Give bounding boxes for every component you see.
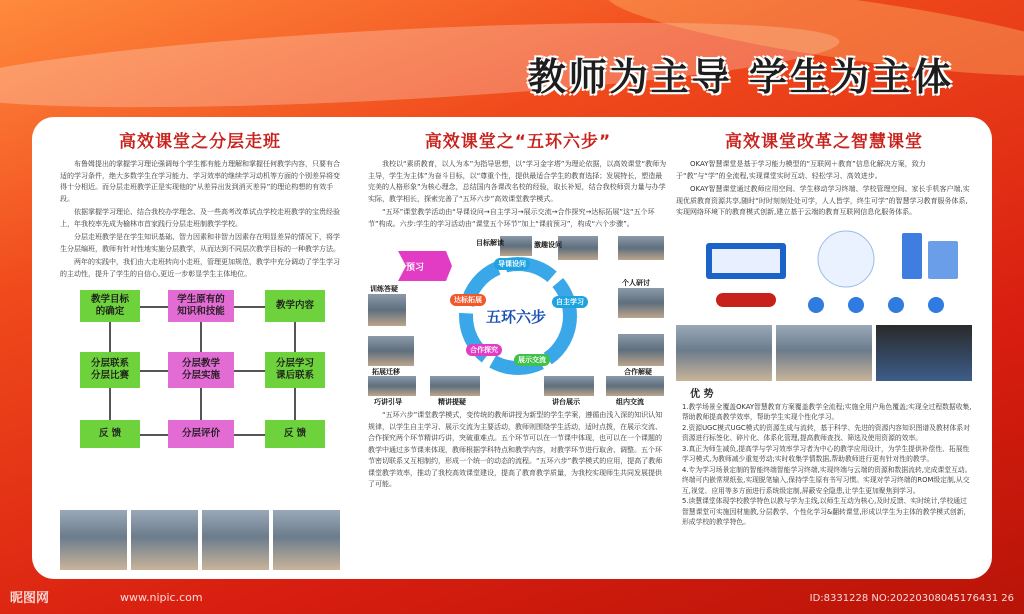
activity-tag: 讲台展示 xyxy=(552,398,580,406)
class-photo xyxy=(131,510,198,570)
flow-arrow xyxy=(140,434,168,436)
class-photo xyxy=(202,510,269,570)
activity-tag: 目标解读 xyxy=(476,239,504,247)
class-photo xyxy=(676,325,772,381)
activity-photo xyxy=(368,294,406,326)
flow-arrow xyxy=(109,322,111,352)
photo-strip xyxy=(676,325,972,381)
advantage-item: 2.资源UGC模式UGC模式的资源生成与流转，基于科学、先进的资源内容知识图谱及教材体系对资源进行标签化、碎片化、体系化管理,提高教师查找、筛选及使用资源的效率。 xyxy=(682,423,970,442)
advantage-item: 5.读慧课堂体现学校教学特色以教与学为主线,以师生互动为核心,及时反馈、实时统计,学校通过智慧课堂可实施因材施教,分层教学、个性化学习&翻转课堂,形成以学生为主体的教学模式创新，形成学校的教学特色。 xyxy=(682,497,971,526)
advantage-item: 1.教学场景全覆盖OKAY智慧教育方案覆盖教学全流程;实施全用户角色覆盖;实现全过程数据收集,帮助教师提高教学效率，帮助学生实现个性化学习。 xyxy=(682,402,972,421)
activity-photo xyxy=(618,236,664,260)
flow-arrow xyxy=(234,434,265,436)
activity-tag: 精讲提疑 xyxy=(438,398,466,406)
activity-tag: 组内交流 xyxy=(616,398,644,406)
flow-diagram xyxy=(60,290,340,480)
activity-tag: 合作解疑 xyxy=(624,368,652,376)
flow-box-goal: 教学目标 的确定 xyxy=(80,290,140,322)
activity-photo xyxy=(618,334,664,366)
flow-arrow xyxy=(200,388,202,420)
paragraph: “五环”课堂教学活动由“导课设问→自主学习→展示交流→合作探究→达标拓展”这“五个环节”构成。六步:学生的学习活动由“课堂五个环节”加上“课前预习”，构成“六个步骤”。 xyxy=(368,208,655,228)
activity-photo xyxy=(544,376,594,396)
column-layered-class xyxy=(60,127,340,572)
advantages-title: 优 势 xyxy=(690,388,714,400)
activity-photo xyxy=(618,288,664,318)
content-board xyxy=(32,117,992,579)
flow-box-contact: 分层联系 分层比赛 xyxy=(80,352,140,388)
flow-box-content: 教学内容 xyxy=(265,290,325,322)
ring-step-label: 导课设问 xyxy=(494,258,530,270)
activity-tag: 训练答疑 xyxy=(370,285,398,293)
page-title: 教师为主导 学生为主体 xyxy=(527,55,954,99)
flow-box-ability: 学生原有的 知识和技能 xyxy=(168,290,234,322)
paragraph: 布鲁姆提出的掌握学习理论强调每个学生都有能力理解和掌握任何教学内容，只要有合适的学习条件，绝大多数学生在学习能力、学习效率的继续学习动机等方面的个别差异将变得十分相近。而分层走班教学正是实现他的“从差异出发到消灭差异”的理论构想的有效手段。 xyxy=(60,160,340,203)
flow-box-evaluate: 分层评价 xyxy=(168,420,234,448)
flow-arrow xyxy=(294,322,296,352)
paragraph: “五环六步”课堂教学模式，变传统的教师讲授为新型的学生学案，遵循由浅入深的知识认知规律，以学生自主学习、展示交流为主要活动，教师则围绕学生活动，适时点拨，在展示交流、合作探究两个环节精讲巧讲，突破重难点。五个环节可以在一节课中体现，也可以在一个课题的教学中通过多节课来体现，教师根据学科特点和教学内容，对教学环节进行取舍、调整。五个环节密切联系又互相制约，形成一个统一的动态的流程。“五环六步”教学模式的应用，提高了教师课堂教学效率，推动了我校高效课堂建设，提高了教育教学质量，为我校实现师生共同发展提供了可能。 xyxy=(368,411,663,488)
flow-box-feedback-right: 反 馈 xyxy=(265,420,325,448)
watermark-url: www.nipic.com xyxy=(120,591,203,604)
flow-arrow xyxy=(109,388,111,420)
paragraph: OKAY智慧课堂通过教师应用空间、学生移动学习终端、学校管理空间、家长手机客户端,实现优质教育资源共享,随时“时时刻刻处处可学，人人皆学，终生可学”的智慧学习教育服务体系,实现网络环境下的教育模式创新,建立基于云端的教育互联网信息化服务体系。 xyxy=(676,185,970,216)
laptop-image xyxy=(876,325,972,381)
flow-arrow xyxy=(140,370,168,372)
ring-step-label: 展示交流 xyxy=(514,354,550,366)
ring-center-label: 五环六步 xyxy=(486,308,547,326)
watermark-id: ID:8331228 NO:20220308045176431 26 xyxy=(809,593,1014,604)
paragraph: OKAY智慧课堂是基于学习能力模型的“互联网＋教育”信息化解决方案，致力于“教”与“学”的全流程,实现课堂实时互动、轻松学习、高效进步。 xyxy=(676,160,926,180)
activity-photo xyxy=(606,376,664,396)
column-title: 高效课堂之“五环六步” xyxy=(424,132,612,152)
ring-step-label: 达标拓展 xyxy=(450,294,486,306)
flow-arrow xyxy=(140,306,168,308)
smart-class-diagram xyxy=(676,223,972,323)
activity-photo xyxy=(558,236,598,260)
flow-arrow xyxy=(294,388,296,420)
flow-box-teach: 分层教学 分层实施 xyxy=(168,352,234,388)
activity-photo xyxy=(368,336,414,366)
activity-tag: 个人研讨 xyxy=(622,279,650,287)
advantage-item: 3.真正为师生减负,提高学与学习效率学习者为中心的教学应用设计，为学生提供补偿性、拓展性学习模式,为教师减少重复劳动;实时收集学情数据,帮助教师进行更有针对性的教学。 xyxy=(682,444,970,463)
activity-photo xyxy=(430,376,480,396)
paragraph: 分层走班教学是在学生知识基础、智力因素和非智力因素存在明显差异的情况下，将学生分层编班，教师有针对性地实施分层教学，从而达到不同层次教学目标的一种教学方法。 xyxy=(60,233,340,253)
activity-tag: 激趣设问 xyxy=(534,241,562,249)
class-photo xyxy=(776,325,872,381)
column-title: 高效课堂改革之智慧课堂 xyxy=(725,132,923,152)
preview-label: 预习 xyxy=(406,263,425,273)
column-title: 高效课堂之分层走班 xyxy=(119,132,281,152)
advantage-item: 4.专为学习场景定制的智能终端智能学习终端,实现终端与云端的资源和数据流转,完成课堂互动。终端可内嵌常规纸张,实现脱笔输入,保持学生原有书写习惯。实现对学习终端的ROM级定制,从交互,视觉、应用等多方面进行系统级定制,屏蔽安全隐患,让学生更加聚焦到学习。 xyxy=(682,465,972,495)
column-smart-class xyxy=(676,127,972,572)
class-photo xyxy=(273,510,340,570)
watermark-logo: 昵图网 xyxy=(10,591,50,606)
ring-step-label: 合作探究 xyxy=(466,344,502,356)
ring-step-label: 自主学习 xyxy=(552,296,588,308)
flow-box-study: 分层学习 课后联系 xyxy=(265,352,325,388)
class-photo xyxy=(60,510,127,570)
flow-arrow xyxy=(200,322,202,352)
cloud-graphic xyxy=(676,223,972,323)
five-ring-diagram xyxy=(368,236,668,406)
photo-strip xyxy=(60,510,340,570)
paragraph: 两年的实践中，我们由大走班转向小走班，管理更加规范，教学中充分调动了学生学习的主动性，提升了学生的自信心,更近一步彰显学生主体地位。 xyxy=(60,258,340,278)
activity-tag: 巧讲引导 xyxy=(374,398,402,406)
flow-arrow xyxy=(234,370,265,372)
column-five-ring xyxy=(368,127,668,572)
activity-tag: 拓展迁移 xyxy=(372,368,400,376)
paragraph: 依据掌握学习理论、结合我校办学理念、及一些高考改革试点学校走班教学的宝贵经验上，年我校率先成为榆林市首家践行分层走班制教学学校。 xyxy=(60,208,340,228)
flow-arrow xyxy=(234,306,265,308)
paragraph: 我校以“素质教育，以人为本”为指导思想，以“学习金字塔”为理论依据，以高效课堂“教师为主导，学生为主体”为奋斗目标，以“尊重个性，提供最适合学生的教育选择；发展特长，塑造最完美的人格形象”为核心理念，总结国内各课改名校的经验，取长补短，结合我校师资力量与办学实际，教学相长，探索完善了“五环六步”高效课堂教学模式。 xyxy=(368,160,667,203)
activity-photo xyxy=(500,236,532,256)
activity-photo xyxy=(368,376,416,396)
flow-box-feedback-left: 反 馈 xyxy=(80,420,140,448)
